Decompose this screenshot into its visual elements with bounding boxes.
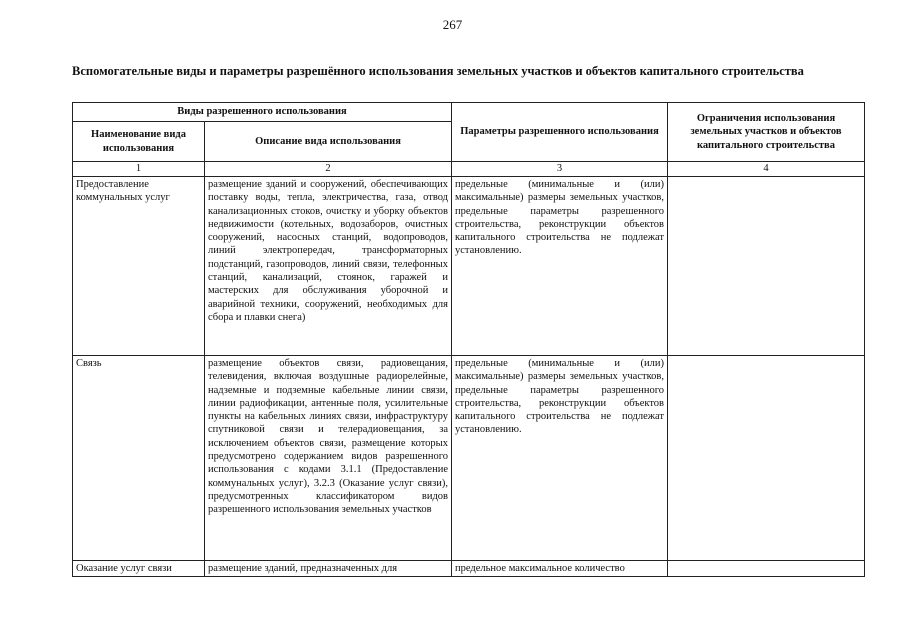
header-row-1	[73, 103, 865, 122]
column-number: 3	[452, 162, 668, 177]
table-row	[73, 177, 865, 356]
table-row	[73, 356, 865, 561]
column-number: 1	[73, 162, 205, 177]
use-name-cell: Оказание услуг связи	[73, 561, 205, 577]
use-name-cell: Предоставление коммунальных услуг	[73, 177, 205, 356]
header-group-permitted-uses: Виды разрешенного использования	[73, 103, 452, 122]
table-row	[73, 561, 865, 577]
parameters-cell: предельные (минимальные и (или) максимальные) размеры земельных участков, предельные параметры разрешенного строительства, реконструкции объектов капитального строительства не подлежат установлению.	[452, 356, 668, 561]
document-title: Вспомогательные виды и параметры разрешённого использования земельных участков и объектов капитального строительства	[72, 64, 804, 78]
use-description-cell: размещение объектов связи, радиовещания, телевидения, включая воздушные радиорелейные, надземные и подземные кабельные линии связи, линии радиофикации, антенные поля, усилительные пункты на кабельных линиях связи, инфраструктуру спутниковой связи и телерадиовещания, за исключением объектов связи, размещение которых предусмотрено содержанием видов разрешенного использования с кодами 3.1.1 (Предоставление коммунальных услуг), 3.2.3 (Оказание услуг связи), предусмотренных классификатором видов разрешенного использования земельных участков	[205, 356, 452, 561]
use-name-cell: Связь	[73, 356, 205, 561]
header-use-name: Наименование вида использования	[73, 122, 205, 162]
header-use-description: Описание вида использования	[205, 122, 452, 162]
column-number: 2	[205, 162, 452, 177]
column-number: 4	[668, 162, 865, 177]
header-parameters: Параметры разрешенного использования	[452, 103, 668, 162]
use-description-cell: размещение зданий и сооружений, обеспечивающих поставку воды, тепла, электричества, газа, отвод канализационных стоков, очистку и уборку объектов недвижимости (котельных, водозаборов, очистных сооружений, насосных станций, водопроводов, линий электропередач, трансформаторных подстанций, газопроводов, линий связи, телефонных станций, канализаций, стоянок, гаражей и мастерских для обслуживания уборочной и аварийной техники, сооружений, необходимых для сбора и плавки снега)	[205, 177, 452, 356]
parameters-cell: предельные (минимальные и (или) максимальные) размеры земельных участков, предельные параметры разрешенного строительства, реконструкции объектов капитального строительства не подлежат установлению.	[452, 177, 668, 356]
parameters-cell: предельное максимальное количество	[452, 561, 668, 577]
use-description-cell: размещение зданий, предназначенных для	[205, 561, 452, 577]
restrictions-cell	[668, 177, 865, 356]
restrictions-cell	[668, 356, 865, 561]
header-restrictions: Ограничения использования земельных участков и объектов капитального строительства	[668, 103, 865, 162]
land-use-table	[72, 102, 865, 577]
column-numbers-row	[73, 162, 865, 177]
restrictions-cell	[668, 561, 865, 577]
page-number: 267	[442, 17, 463, 32]
